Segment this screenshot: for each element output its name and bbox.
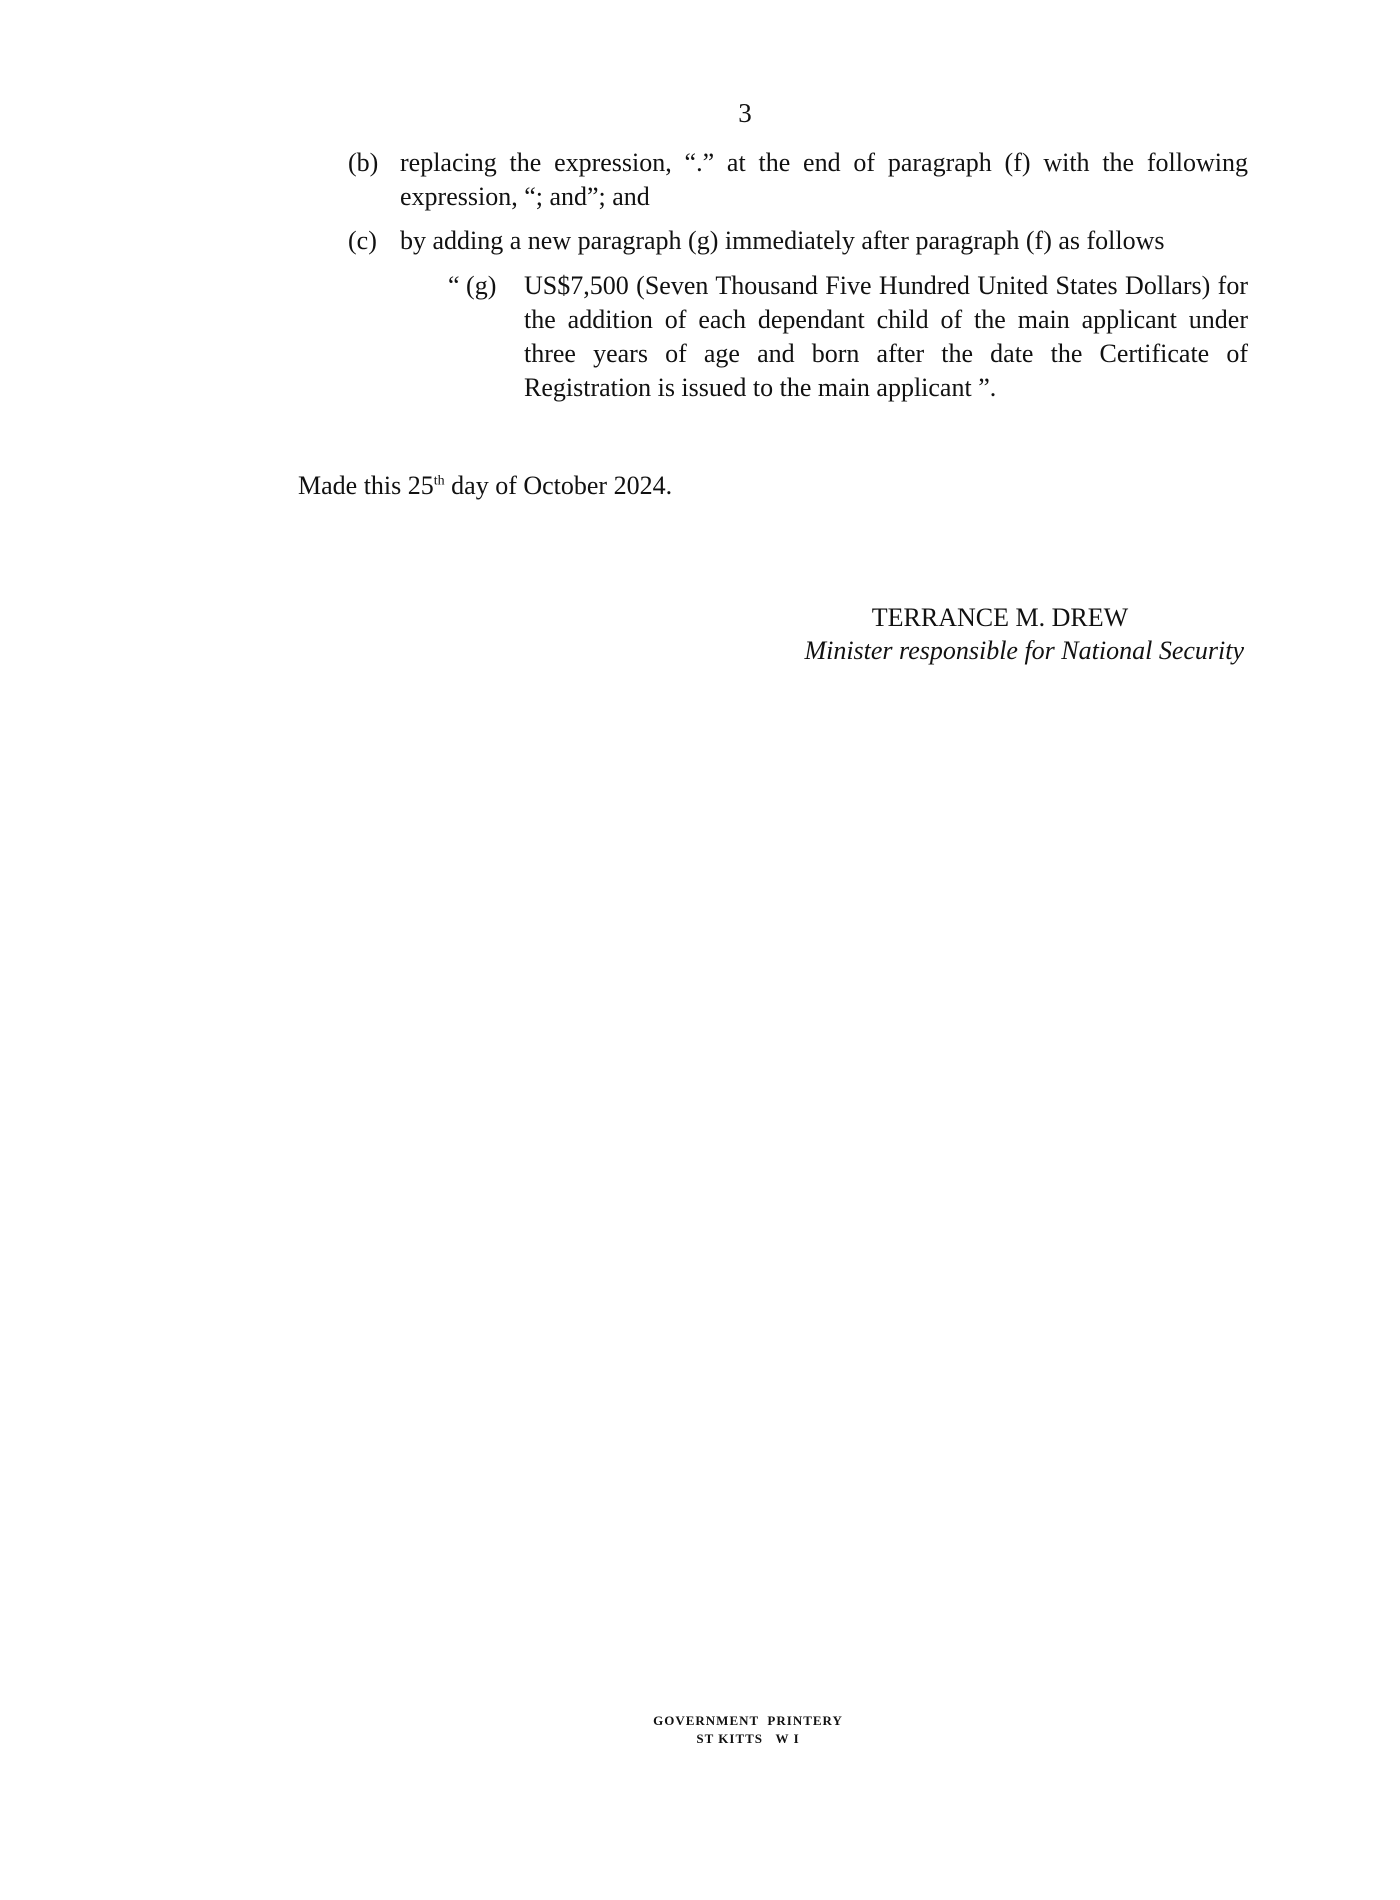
clause-b-text: replacing the expression, “.” at the end of paragraph (f) with the following expression, “; and”; and — [400, 148, 1248, 211]
subclause-g-text: US$7,500 (Seven Thousand Five Hundred United States Dollars) for the addition of each dependant child of the main applicant under three years of age and born after the date the Certificate of Registration is issued to the main applicant ”. — [524, 271, 1248, 402]
signer-name: TERRANCE M. DREW — [871, 603, 1129, 632]
page-number: 3 — [738, 98, 752, 128]
clause-c — [348, 224, 1248, 258]
footer-line-2: ST KITTS W I — [696, 1731, 800, 1746]
clause-b — [348, 146, 1248, 214]
signer-title: Minister responsible for National Security — [804, 636, 1244, 665]
subclause-g — [448, 269, 1248, 405]
made-date-ordinal: th — [433, 473, 445, 489]
subclause-g-label: “ (g) — [448, 271, 497, 300]
footer-line-1: GOVERNMENT PRINTERY — [653, 1713, 843, 1728]
made-date-line — [298, 469, 672, 503]
clause-c-label: (c) — [348, 226, 377, 255]
clause-b-label: (b) — [348, 148, 379, 177]
clause-c-text: by adding a new paragraph (g) immediately after paragraph (f) as follows — [400, 226, 1165, 255]
made-date-prefix: Made this 25 — [298, 471, 434, 500]
printer-footer — [0, 1712, 1400, 1748]
made-date-rest: day of October 2024. — [444, 471, 673, 500]
